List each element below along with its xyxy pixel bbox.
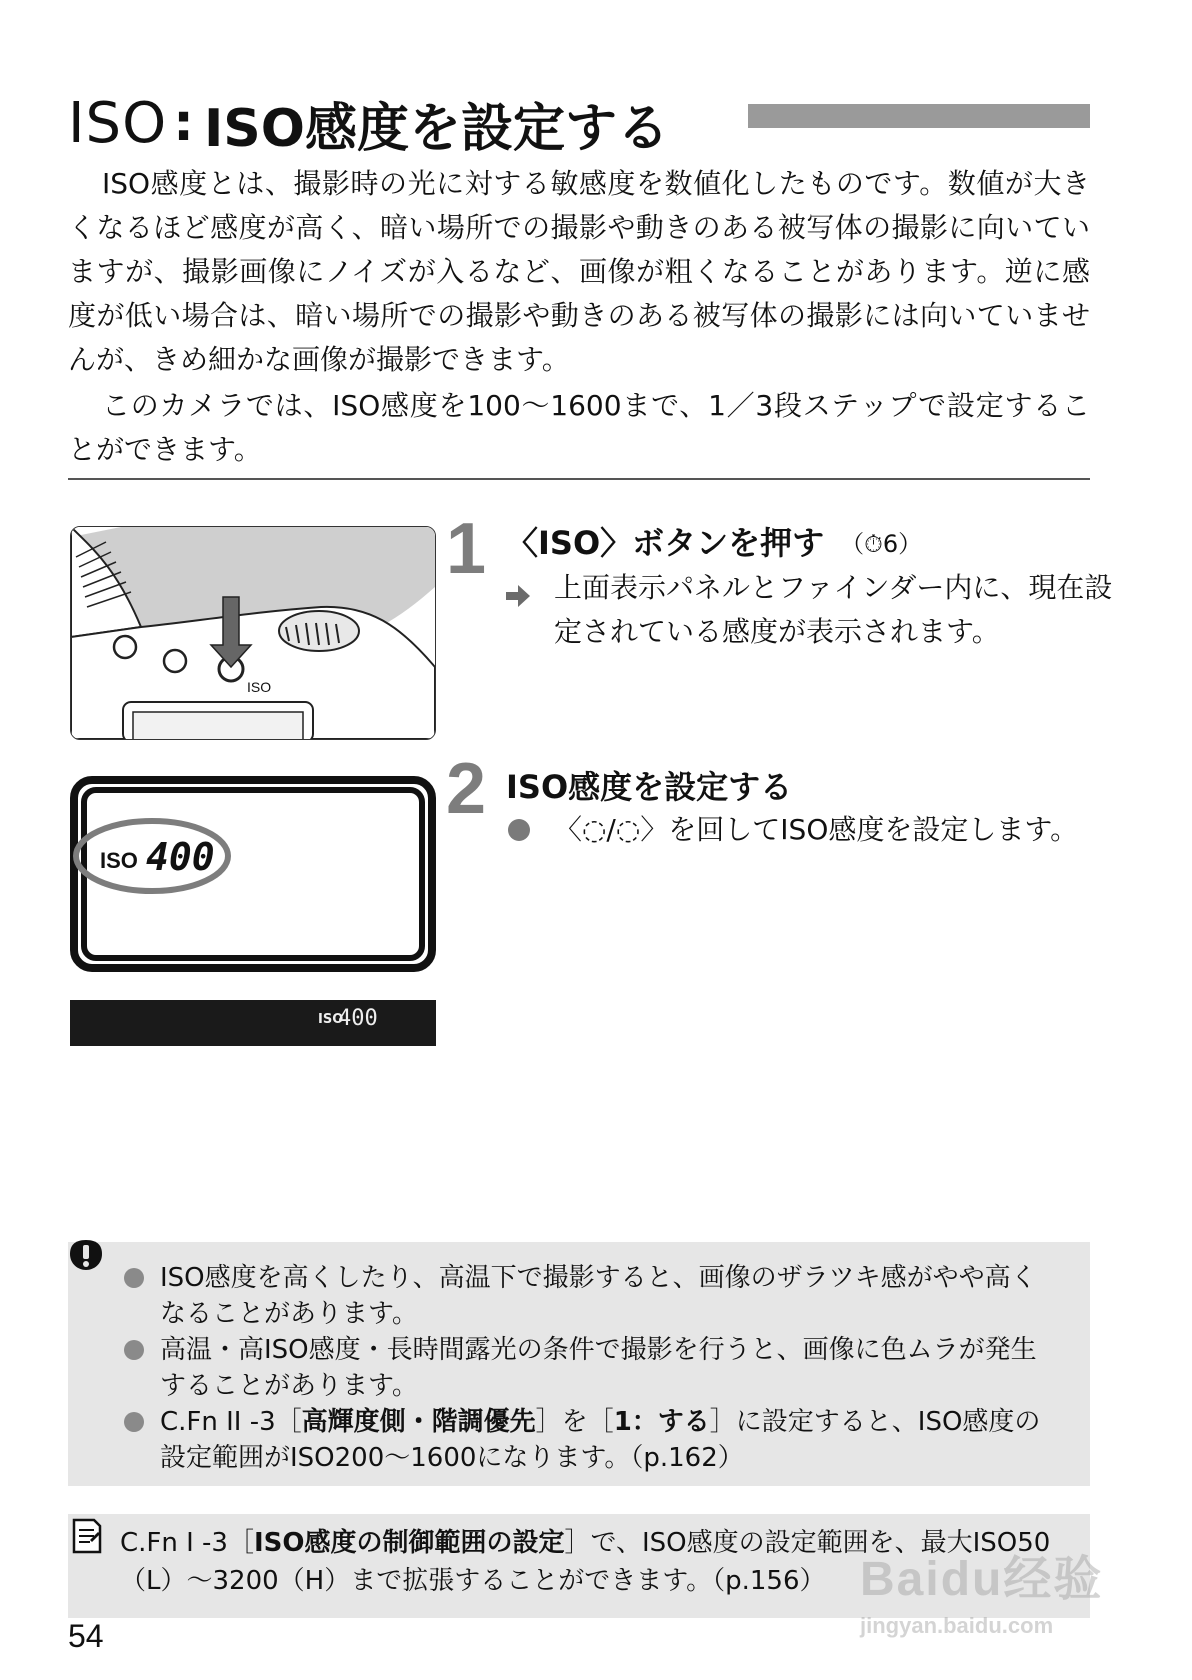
step-2-title: ISO感度を設定する (506, 768, 793, 806)
step-1-title: 〈ISO〉ボタンを押す (506, 524, 825, 562)
viewfinder-display (70, 1000, 436, 1046)
step-1-heading (506, 518, 922, 564)
iso-button-label: ISO (247, 679, 272, 695)
title-code: ISO (68, 90, 168, 156)
page-title (68, 88, 669, 158)
step-1-result-text: 上面表示パネルとファインダー内に、現在設定されている感度が表示されます。 (554, 571, 1113, 648)
step-1-number: 1 (446, 509, 487, 589)
title-colon: : (173, 93, 194, 153)
section-divider (68, 478, 1090, 480)
caution-item (160, 1404, 1060, 1476)
intro-paragraph-1: ISO感度とは、撮影時の光に対する敏感度を数値化したものです。数値が大きくなるほど感度が高く、暗い場所での撮影や動きのある被写体の撮影に向いていますが、撮影画像にノイズが入るなど、画像が粗くなることがあります。逆に感度が低い場合は、暗い場所での撮影や動きのある被写体の撮影には向いていませんが、きめ細かな画像が撮影できます。 (68, 167, 1090, 376)
bullet-icon (508, 819, 530, 841)
step-1-result (506, 566, 1140, 654)
lcd-panel-illustration (70, 776, 436, 972)
memo-icon (72, 1518, 102, 1558)
cfn-setting-name: 高輝度側・階調優先 (301, 1407, 536, 1437)
step-2-number: 2 (446, 749, 487, 829)
memo-text-part: ］で、ISO感度の設定範囲を、最大ISO50（L）〜3200（H）まで拡張することができます。（p.156） (120, 1528, 1051, 1596)
step-1-reference: （⏱6） (840, 529, 923, 558)
watermark-url: jingyan.baidu.com (860, 1613, 1054, 1638)
caution-item (160, 1332, 1060, 1404)
cfn-setting-value: 1：する (613, 1407, 710, 1437)
page-number: 54 (68, 1618, 104, 1654)
memo-text-part: C.Fn I -3［ (120, 1528, 254, 1558)
bullet-icon (124, 1268, 144, 1288)
result-arrow-icon (506, 576, 530, 620)
viewfinder-iso-value: 400 (338, 1006, 378, 1031)
caution-item-text: C.Fn II -3［ (160, 1407, 302, 1437)
lcd-iso-label: ISO (100, 848, 138, 873)
intro-paragraph-2: このカメラでは、ISO感度を100〜1600まで、1／3段ステップで設定することができます。 (68, 389, 1090, 466)
caution-box (68, 1242, 1090, 1486)
cfn-setting-name: ISO感度の制御範囲の設定 (253, 1528, 565, 1558)
caution-item-text: ］を［ (535, 1407, 614, 1437)
lcd-iso-value: 400 (146, 835, 215, 879)
bullet-icon (124, 1412, 144, 1432)
title-main: ISO感度を設定する (203, 98, 669, 159)
step-2-instruction (506, 808, 1140, 852)
caution-item-text: ］に設定すると、ISO感度の設定範囲がISO200〜1600になります。（p.162） (160, 1407, 1041, 1473)
watermark-brand: Baidu经验 (860, 1553, 1104, 1606)
caution-icon (68, 1238, 104, 1276)
viewfinder-iso-label: ISO (318, 1012, 344, 1027)
bullet-icon (124, 1340, 144, 1360)
step-2-instruction-text: 〈◌/◌〉を回してISO感度を設定します。 (554, 813, 1079, 846)
caution-item (160, 1260, 1060, 1332)
camera-top-illustration (70, 526, 436, 740)
caution-item-text: ISO感度を高くしたり、高温下で撮影すると、画像のザラツキ感がやや高くなることがあります。 (160, 1263, 1037, 1329)
title-rule (748, 104, 1090, 128)
watermark (860, 1540, 1103, 1639)
caution-item-text: 高温・高ISO感度・長時間露光の条件で撮影を行うと、画像に色ムラが発生することがあります。 (160, 1335, 1037, 1401)
